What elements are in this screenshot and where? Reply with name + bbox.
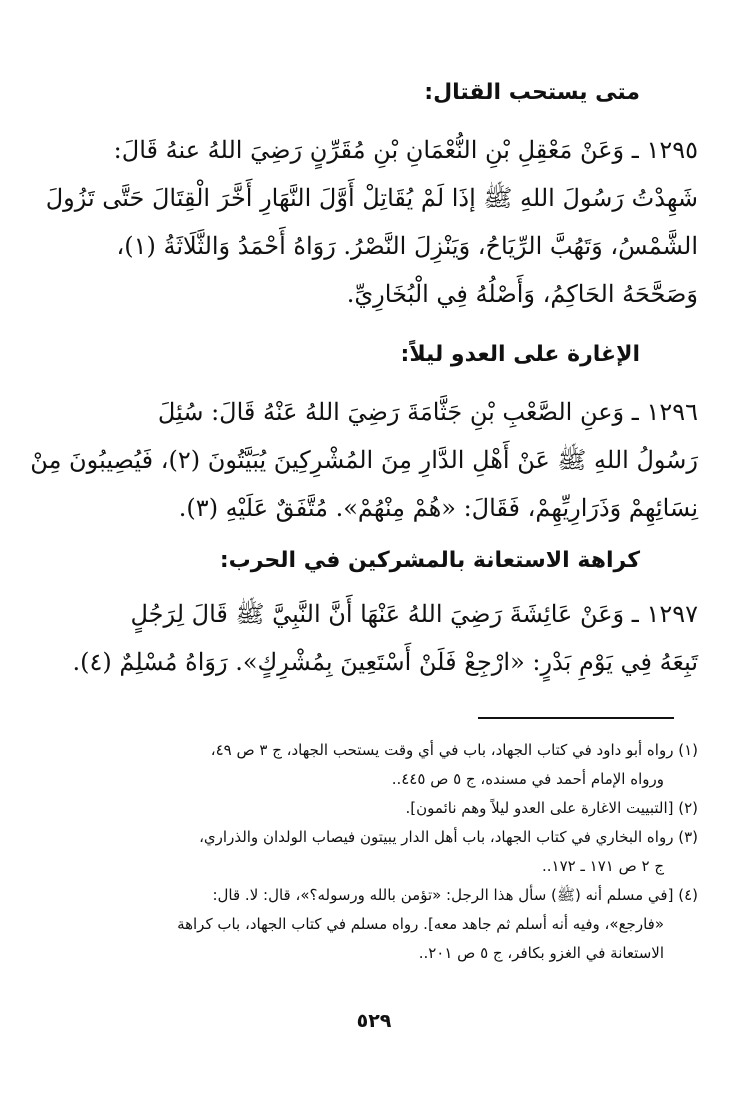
hadith-line: نِسَائِهِمْ وَذَرَارِيِّهِمْ، فَقَالَ: «هُمْ مِنْهُمْ». مُتَّفَقٌ عَلَيْهِ (٣). xyxy=(178,494,698,522)
hadith-1295 xyxy=(45,126,698,318)
footnote-line: ج ٢ ص ١٧١ ـ ١٧٢.. xyxy=(541,857,664,875)
footnote-line: (١) رواه أبو داود في كتاب الجهاد، باب في أي وقت يستحب الجهاد، ج ٣ ص ٤٩، xyxy=(210,741,698,759)
footnote-line: (٣) رواه البخاري في كتاب الجهاد، باب أهل الدار يبيتون فيصاب الولدان والذراري، xyxy=(199,828,698,846)
footnote-separator xyxy=(478,717,674,719)
footnotes xyxy=(50,736,698,968)
hadith-1297 xyxy=(50,590,698,686)
hadith-line: ١٢٩٥ ـ وَعَنْ مَعْقِلِ بْنِ النُّعْمَانِ بْنِ مُقَرِّنٍ رَضِيَ اللهُ عنهُ قَالَ: xyxy=(113,136,698,164)
section-heading-seeking-help: كراهة الاستعانة بالمشركين في الحرب: xyxy=(219,548,640,573)
hadith-line: شَهِدْتُ رَسُولَ اللهِ ﷺ إذَا لَمْ يُقَاتِلْ أَوَّلَ النَّهَارِ أَخَّرَ الْقِتَالَ حَتَّى تَزُولَ xyxy=(45,184,698,212)
hadith-line: ١٢٩٦ ـ وَعنِ الصَّعْبِ بْنِ جَثَّامَةَ رَضِيَ اللهُ عَنْهُ قَالَ: سُئِلَ xyxy=(157,398,698,426)
footnote-line: (٤) [في مسلم أنه (ﷺ) سأل هذا الرجل: «تؤمن بالله ورسوله؟»، قال: لا. قال: xyxy=(212,886,698,904)
footnote-line: «فارجع»، وفيه أنه أسلم ثم جاهد معه]. رواه مسلم في كتاب الجهاد، باب كراهة xyxy=(177,915,664,933)
hadith-line: الشَّمْسُ، وَتَهُبَّ الرِّيَاحُ، وَيَنْزِلَ النَّصْرُ. رَوَاهُ أَحْمَدُ وَالثَّلَاثَةُ (١)، xyxy=(116,232,698,260)
section-heading-night-raid: الإغارة على العدو ليلاً: xyxy=(400,342,640,367)
hadith-line: رَسُولُ اللهِ ﷺ عَنْ أَهْلِ الدَّارِ مِنَ المُشْرِكِينَ يُبَيَّتُونَ (٢)، فَيُصِيبُونَ مِنْ xyxy=(30,446,698,474)
section-heading-when-fighting: متى يستحب القتال: xyxy=(424,80,640,105)
footnote-line: ورواه الإمام أحمد في مسنده، ج ٥ ص ٤٤٥.. xyxy=(391,770,664,788)
hadith-line: ١٢٩٧ ـ وَعَنْ عَائِشَةَ رَضِيَ اللهُ عَنْهَا أَنَّ النَّبِيَّ ﷺ قَالَ لِرَجُلٍ xyxy=(130,600,698,628)
footnote-line: (٢) [التبييت الاغارة على العدو ليلاً وهم نائمون]. xyxy=(405,799,698,817)
page-number: ٥٢٩ xyxy=(356,1010,392,1032)
footnote-line: الاستعانة في الغزو بكافر، ج ٥ ص ٢٠١.. xyxy=(418,944,664,962)
hadith-line: وَصَحَّحَهُ الحَاكِمُ، وَأَصْلُهُ فِي الْبُخَارِيِّ. xyxy=(346,280,698,308)
hadith-1296 xyxy=(30,388,698,532)
hadith-line: تَبِعَهُ فِي يَوْمِ بَدْرٍ: «ارْجِعْ فَلَنْ أَسْتَعِينَ بِمُشْرِكٍ». رَوَاهُ مُسْلِمٌ (٤). xyxy=(72,648,698,676)
